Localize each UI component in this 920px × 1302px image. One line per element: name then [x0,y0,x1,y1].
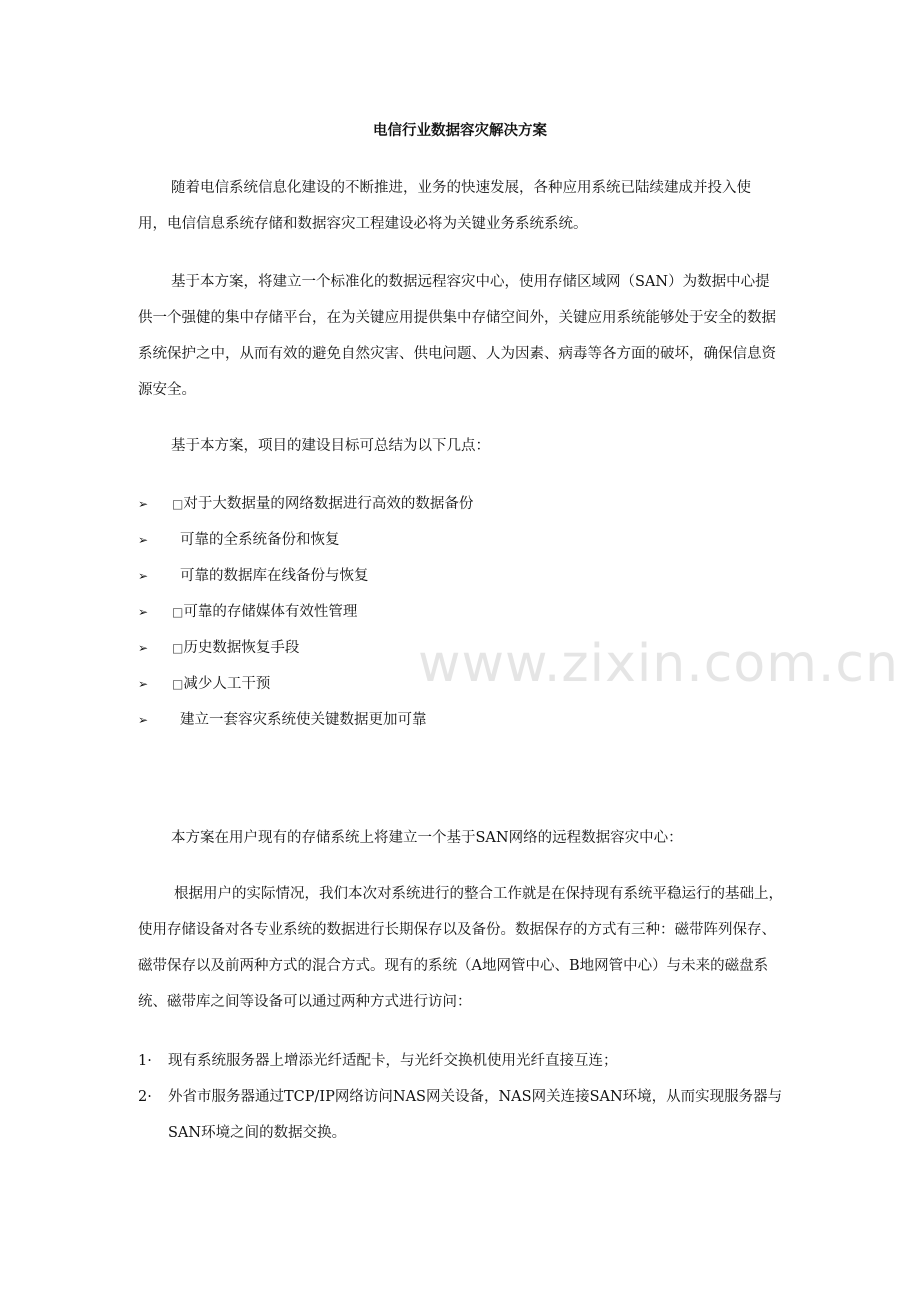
watermark: www.zixin.com.cn [418,634,899,694]
list-item [138,1079,788,1151]
access-methods-list [138,1043,788,1151]
paragraph-goals-intro: 基于本方案，项目的建设目标可总结为以下几点： [171,438,490,454]
arrow-bullet-icon: ➢ [138,533,149,547]
box-glyph-icon: □ [172,497,184,511]
list-item [138,486,473,522]
list-item [138,594,473,630]
goals-list [138,486,473,738]
list-item-text: 可靠的全系统备份和恢复 [180,532,340,548]
list-item [138,558,473,594]
box-glyph-icon: □ [172,641,184,655]
list-item-text: 历史数据恢复手段 [183,640,300,656]
list-item [138,702,473,738]
list-item [138,522,473,558]
paragraph-san-center: 本方案在用户现有的存储系统上将建立一个基于SAN网络的远程数据容灾中心： [171,830,683,846]
list-item-text: 减少人工干预 [183,676,271,692]
list-item [138,1043,788,1079]
box-glyph-icon: □ [172,605,184,619]
list-item-text: 现有系统服务器上增添光纤适配卡，与光纤交换机使用光纤直接互连； [168,1053,618,1069]
arrow-bullet-icon: ➢ [138,605,149,619]
list-item-text: 对于大数据量的网络数据进行高效的数据备份 [183,496,474,512]
list-item-text: 建立一套容灾系统使关键数据更加可靠 [180,712,427,728]
document-title: 电信行业数据容灾解决方案 [373,123,547,139]
arrow-bullet-icon: ➢ [138,677,149,691]
box-glyph-icon: □ [172,677,184,691]
arrow-bullet-icon: ➢ [138,713,149,727]
paragraph-solution: 基于本方案，将建立一个标准化的数据远程容灾中心，使用存储区域网（SAN）为数据中心提供一个强健的集中存储平台，在为关键应用提供集中存储空间外，关键应用系统能够处于安全的数据系统保护之中，从而有效的避免自然灾害、供电问题、人为因素、病毒等各方面的破坏，确保信息资源安全。 [138,274,776,398]
arrow-bullet-icon: ➢ [138,641,149,655]
paragraph-integration: 根据用户的实际情况，我们本次对系统进行的整合工作就是在保持现有系统平稳运行的基础上，使用存储设备对各专业系统的数据进行长期保存以及备份。数据保存的方式有三种：磁带阵列保存、磁带保存以及前两种方式的混合方式。现有的系统（A地网管中心、B地网管中心）与未来的磁盘系统、磁带库之间等设备可以通过两种方式进行访问： [138,886,783,1010]
arrow-bullet-icon: ➢ [138,497,149,511]
list-number: 2· [138,1089,152,1105]
list-item-text: 外省市服务器通过TCP/IP网络访问NAS网关设备，NAS网关连接SAN环境，从而实现服务器与SAN环境之间的数据交换。 [168,1089,783,1141]
list-number: 1· [138,1053,152,1069]
list-item-text: 可靠的数据库在线备份与恢复 [180,568,369,584]
list-item-text: 可靠的存储媒体有效性管理 [183,604,358,620]
arrow-bullet-icon: ➢ [138,569,149,583]
paragraph-intro: 随着电信系统信息化建设的不断推进，业务的快速发展，各种应用系统已陆续建成并投入使用，电信信息系统存储和数据容灾工程建设必将为关键业务系统系统。 [138,180,751,232]
